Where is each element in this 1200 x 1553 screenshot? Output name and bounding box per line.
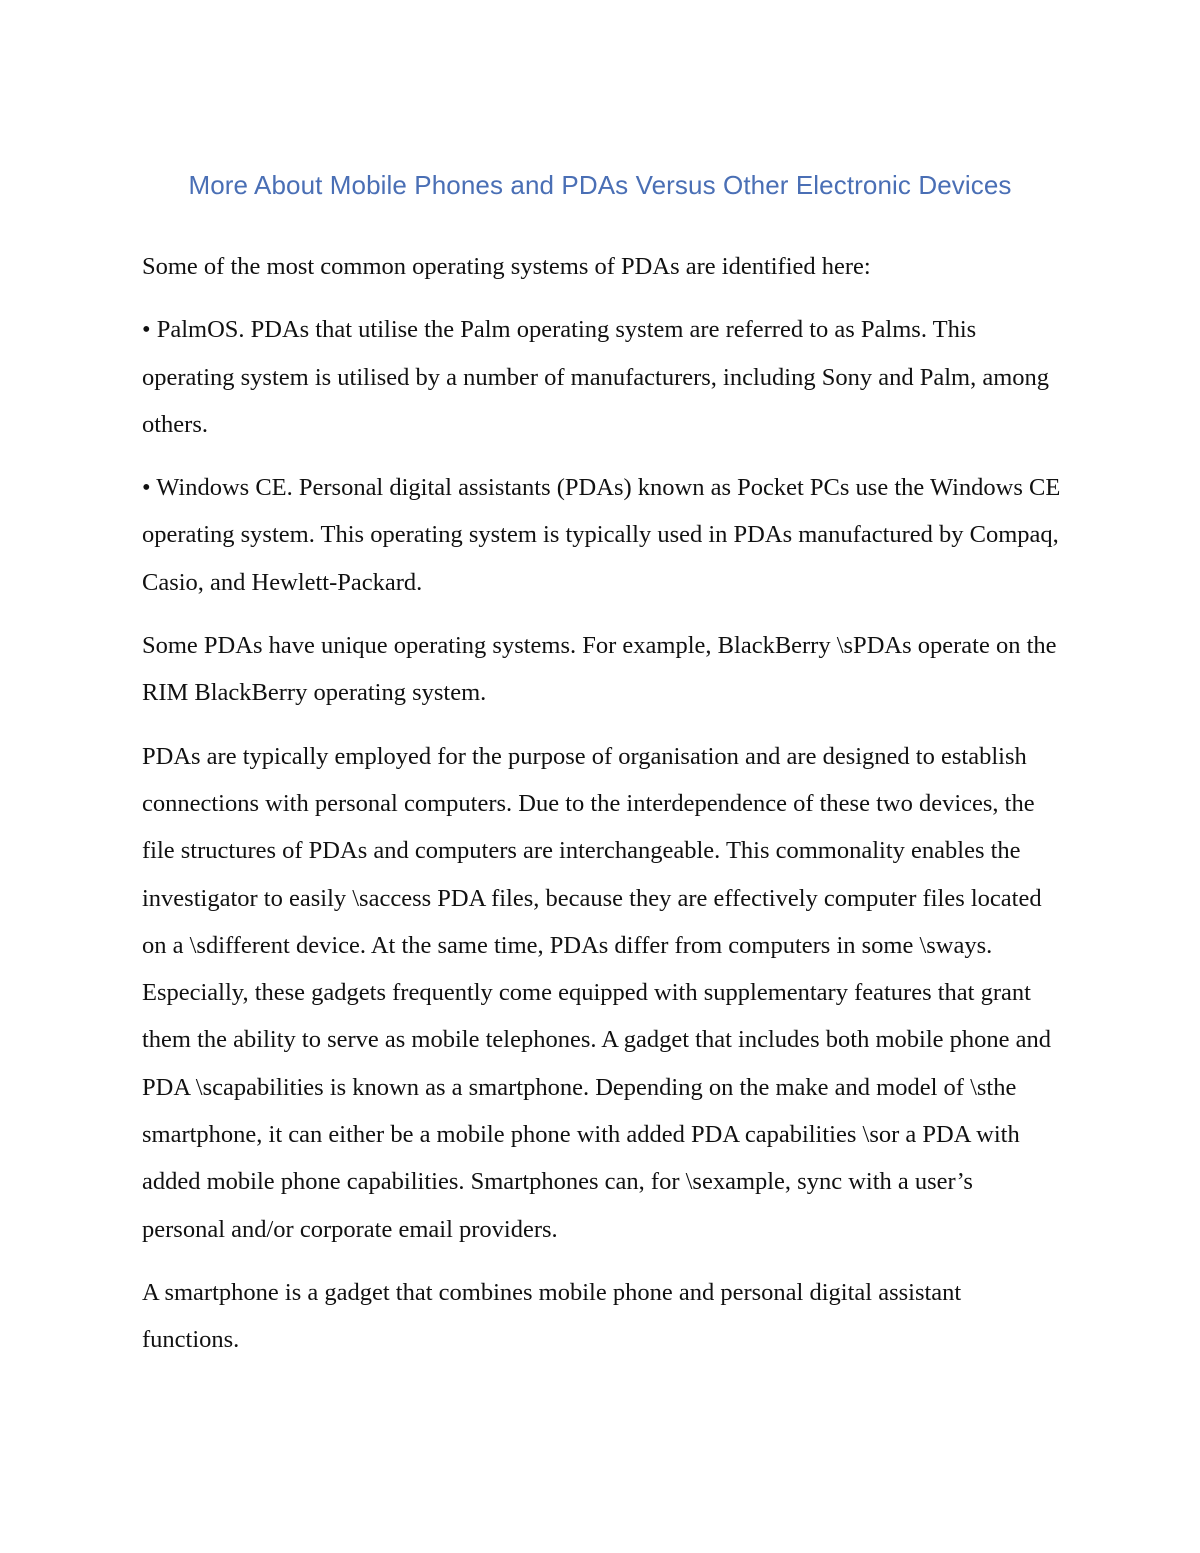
document-body — [142, 243, 1062, 1380]
paragraph-unique-os: Some PDAs have unique operating systems. For example, BlackBerry \sPDAs operate on the RIM BlackBerry operating system. — [142, 632, 1057, 707]
paragraph-palmos: • PalmOS. PDAs that utilise the Palm operating system are referred to as Palms. This operating system is utilised by a number of manufacturers, including Sony and Palm, among others. — [142, 316, 1050, 438]
paragraph-windows-ce: • Windows CE. Personal digital assistants (PDAs) known as Pocket PCs use the Windows CE operating system. This operating system is typically used in PDAs manufactured by Compaq, Casio, and Hewlett-Packard. — [142, 474, 1061, 596]
paragraph-smartphone-definition: A smartphone is a gadget that combines mobile phone and personal digital assistant functions. — [142, 1278, 962, 1354]
paragraph-pda-usage: PDAs are typically employed for the purpose of organisation and are designed to establish connections with personal computers. Due to the interdependence of these two devices, the file structures of PDAs and computers are interchangeable. This commonality enables the investigator to easily \saccess PDA files, because they are effectively computer files located on a \sdifferent device. At the same time, PDAs differ from computers in some \sways. Especially, these gadgets frequently come equipped with supplementary features that grant them the ability to serve as mobile telephones. A gadget that includes both mobile phone and PDA \scapabilities is known as a smartphone. Depending on the make and model of \sthe smartphone, it can either be a mobile phone with added PDA capabilities \sor a PDA with added mobile phone capabilities. Smartphones can, for \sexample, sync with a user’s personal and/or corporate email providers. — [142, 742, 1052, 1243]
document-title: More About Mobile Phones and PDAs Versus Other Electronic Devices — [188, 170, 1012, 200]
paragraph-intro: Some of the most common operating systems of PDAs are identified here: — [142, 253, 871, 280]
